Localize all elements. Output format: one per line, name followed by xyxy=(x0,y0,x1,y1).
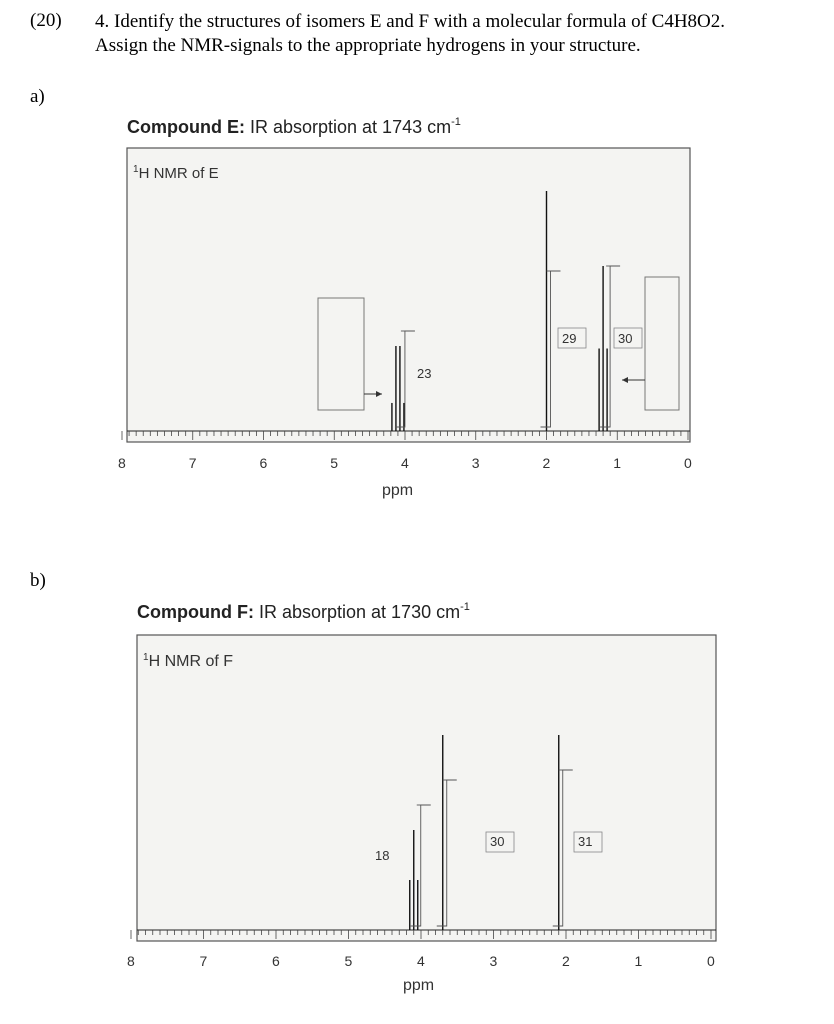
axis-label-e: ppm xyxy=(382,482,414,499)
integration-e-23: 23 xyxy=(417,366,432,381)
integration-e-30: 30 xyxy=(618,331,633,346)
axis-tick-label: 2 xyxy=(562,953,570,969)
part-b-label: b) xyxy=(30,570,46,591)
axis-tick-label: 3 xyxy=(489,953,498,969)
compound-e-title: Compound E: IR absorption at 1743 $cm^{-1}$ xyxy=(127,116,461,137)
integration-f-18: 18 xyxy=(375,848,390,863)
spectrum-e xyxy=(118,116,692,499)
axis-tick-label: 8 xyxy=(118,455,126,471)
axis-tick-label: 3 xyxy=(471,455,480,471)
points-value: (20) xyxy=(30,10,62,31)
axis-tick-label: 0 xyxy=(684,455,692,471)
spectrum-f-label: $^1$H NMR of F xyxy=(143,652,234,670)
integration-f-30: 30 xyxy=(490,834,505,849)
axis-tick-label: 4 xyxy=(417,953,425,969)
axis-tick-label: 4 xyxy=(401,455,409,471)
axis-tick-label: 1 xyxy=(613,455,622,471)
integration-f-31: 31 xyxy=(578,834,593,849)
spectrum-f xyxy=(127,601,716,994)
axis-tick-label: 8 xyxy=(127,953,135,969)
question-line-2: Assign the NMR-signals to the appropriate hydrogens in your structure. xyxy=(95,35,641,56)
axis-tick-label: 5 xyxy=(344,953,353,969)
axis-tick-label: 0 xyxy=(707,953,715,969)
part-a-label: a) xyxy=(30,86,45,107)
question-line-1: 4. Identify the structures of isomers E and F with a molecular formula of C4H8O2. xyxy=(95,11,726,32)
compound-f-title: Compound F: IR absorption at 1730 $cm^{-1}$ xyxy=(137,601,470,622)
axis-tick-label: 1 xyxy=(634,953,643,969)
spectrum-e-frame xyxy=(127,148,690,442)
axis-tick-label: 6 xyxy=(272,953,280,969)
spectrum-e-label: $^1$H NMR of E xyxy=(133,164,219,182)
axis-tick-label: 7 xyxy=(188,455,197,471)
axis-tick-label: 6 xyxy=(259,455,268,471)
spectrum-f-frame xyxy=(137,635,716,941)
axis-tick-label: 7 xyxy=(199,953,208,969)
axis-label-f: ppm xyxy=(403,977,435,994)
integration-e-29: 29 xyxy=(562,331,577,346)
axis-tick-label: 2 xyxy=(542,455,551,471)
axis-tick-label: 5 xyxy=(330,455,339,471)
